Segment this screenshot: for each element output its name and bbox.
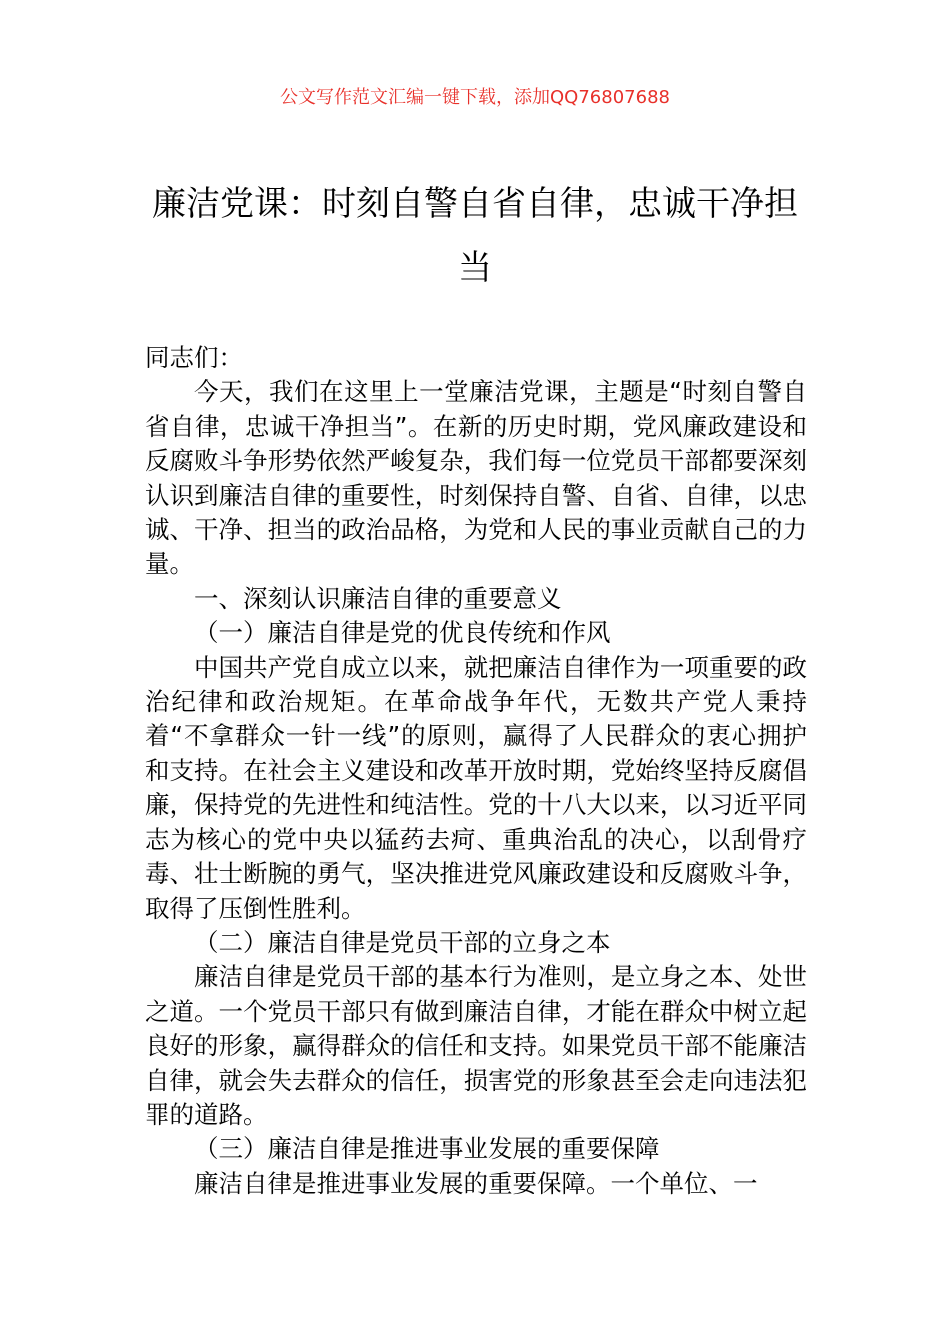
section-heading-1: 一、深刻认识廉洁自律的重要意义	[194, 583, 562, 613]
intro-paragraph: 今天，我们在这里上一堂廉洁党课，主题是“时刻自警自省自律，忠诚干净担当”。在新的历史时期，党风廉政建设和反腐败斗争形势依然严峻复杂，我们每一位党员干部都要深刻认识到廉洁自律的重要性，时刻保持自警、自省、自律，以忠诚、干净、担当的政治品格，为党和人民的事业贡献自己的力量。	[145, 377, 807, 579]
download-notice: 公文写作范文汇编一键下载，添加QQ76807688	[280, 87, 670, 108]
subsection-heading-1-2: （二）廉洁自律是党员干部的立身之本	[194, 927, 611, 957]
document-title: 廉洁党课：时刻自警自省自律，忠诚干净担当	[152, 184, 798, 288]
subsection-heading-1-3: （三）廉洁自律是推进事业发展的重要保障	[194, 1134, 660, 1164]
paragraph-1-3: 廉洁自律是推进事业发展的重要保障。一个单位、一	[194, 1168, 758, 1198]
salutation: 同志们：	[145, 343, 243, 372]
subsection-heading-1-1: （一）廉洁自律是党的优良传统和作风	[194, 618, 611, 648]
paragraph-1-1: 中国共产党自成立以来，就把廉洁自律作为一项重要的政治纪律和政治规矩。在革命战争年代，无数共产党人秉持着“不拿群众一针一线”的原则，赢得了人民群众的衷心拥护和支持。在社会主义建设和改革开放时期，党始终坚持反腐倡廉，保持党的先进性和纯洁性。党的十八大以来，以习近平同志为核心的党中央以猛药去疴、重典治乱的决心，以刮骨疗毒、壮士断腕的勇气，坚决推进党风廉政建设和反腐败斗争，取得了压倒性胜利。	[145, 652, 807, 923]
paragraph-1-2: 廉洁自律是党员干部的基本行为准则，是立身之本、处世之道。一个党员干部只有做到廉洁自律，才能在群众中树立起良好的形象，赢得群众的信任和支持。如果党员干部不能廉洁自律，就会失去群众的信任，损害党的形象甚至会走向违法犯罪的道路。	[145, 962, 807, 1129]
document-body	[145, 341, 807, 1201]
